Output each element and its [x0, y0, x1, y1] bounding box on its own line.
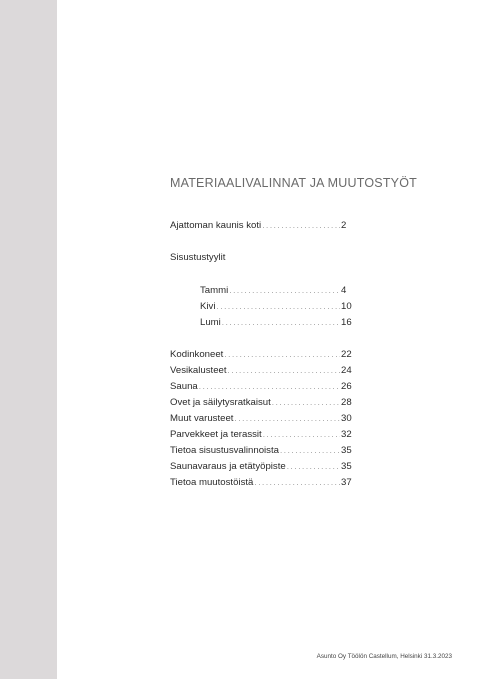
- dot-leader: [216, 300, 340, 314]
- toc-entry-label: Tammi: [200, 285, 229, 296]
- toc-entry-page: 10: [341, 301, 352, 312]
- style-list: [170, 284, 355, 332]
- toc-entry-page: 26: [341, 381, 352, 392]
- dot-leader: [262, 219, 340, 233]
- dot-leader: [280, 444, 340, 458]
- toc-entry-style: [200, 284, 355, 300]
- toc-entry: [170, 476, 355, 492]
- toc-entry-page: 28: [341, 397, 352, 408]
- table-of-contents: [170, 176, 417, 492]
- dot-leader: [229, 284, 340, 298]
- toc-entry: [170, 396, 355, 412]
- toc-entry-page: 32: [341, 429, 352, 440]
- item-list: [170, 348, 355, 492]
- toc-entry-label: Tietoa sisustusvalinnoista: [170, 445, 279, 456]
- dot-leader: [199, 380, 340, 394]
- toc-entry: [170, 428, 355, 444]
- side-band: [0, 0, 57, 679]
- toc-entry-intro: [170, 219, 355, 235]
- section-title: Sisustustyylit: [170, 252, 226, 263]
- toc-entry-page: 35: [341, 445, 352, 456]
- toc-entry-label: Sauna: [170, 381, 198, 392]
- toc-entry-page: 16: [341, 317, 352, 328]
- toc-entry-label: Ajattoman kaunis koti: [170, 220, 262, 231]
- dot-leader: [224, 348, 340, 362]
- toc-entry-page: 22: [341, 349, 352, 360]
- dot-leader: [254, 476, 340, 490]
- footer-text: Asunto Oy Töölön Castellum, Helsinki 31.3.2023: [316, 653, 452, 660]
- toc-entry-label: Parvekkeet ja terassit: [170, 429, 262, 440]
- dot-leader: [222, 316, 340, 330]
- toc-entry: [170, 364, 355, 380]
- toc-entry-page: 30: [341, 413, 352, 424]
- toc-entry-label: Ovet ja säilytysratkaisut: [170, 397, 271, 408]
- dot-leader: [263, 428, 340, 442]
- toc-entry-label: Vesikalusteet: [170, 365, 227, 376]
- toc-entry: [170, 444, 355, 460]
- toc-entry-label: Kodinkoneet: [170, 349, 224, 360]
- toc-entry-page: 24: [341, 365, 352, 376]
- dot-leader: [287, 460, 340, 474]
- toc-entry: [170, 412, 355, 428]
- toc-entry-page: 35: [341, 461, 352, 472]
- toc-entry-page: 4: [341, 285, 347, 296]
- toc-entry: [170, 380, 355, 396]
- toc-entry-label: Saunavaraus ja etätyöpiste: [170, 461, 286, 472]
- toc-entry-page: 37: [341, 477, 352, 488]
- toc-heading: MATERIAALIVALINNAT JA MUUTOSTYÖT: [170, 176, 417, 190]
- toc-entry: [170, 348, 355, 364]
- dot-leader: [228, 364, 340, 378]
- dot-leader: [234, 412, 340, 426]
- toc-entry-label: Lumi: [200, 317, 221, 328]
- toc-entry-style: [200, 316, 355, 332]
- dot-leader: [272, 396, 340, 410]
- toc-entry-label: Kivi: [200, 301, 216, 312]
- toc-entry: [170, 460, 355, 476]
- toc-entry-label: Tietoa muutostöistä: [170, 477, 254, 488]
- toc-entry-style: [200, 300, 355, 316]
- toc-entry-page: 2: [341, 220, 347, 231]
- toc-entry-label: Muut varusteet: [170, 413, 234, 424]
